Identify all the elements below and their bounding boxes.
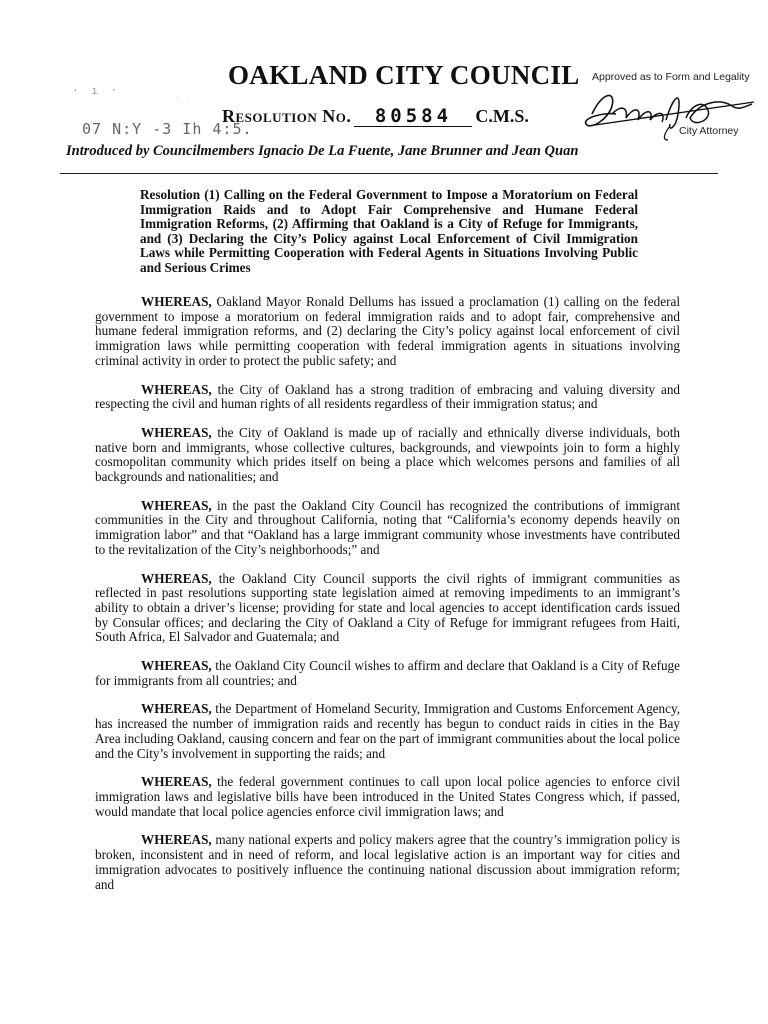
- whereas-paragraph: WHEREAS, the Oakland City Council wishes to affirm and declare that Oakland is a City of Refuge for immigrants from all countries; and: [95, 658, 680, 688]
- faint-stamp-marks: · ı ·: [72, 84, 121, 97]
- whereas-paragraph: WHEREAS, the Oakland City Council supports the civil rights of immigrant communities as reflected in past resolutions supporting state legislation aimed at removing impediments to an immigrant’s ability to obtain a driver’s license; providing for state and local agencies to accept identification cards issued by Consular offices; and declaring the City of Oakland a City of Refuge for immigrant refugees from Haiti, South Africa, El Salvador and Guatemala; and: [95, 570, 680, 645]
- received-date-stamp: 07 N:Y -3 Ih 4:5.: [82, 120, 253, 138]
- resolution-body: [95, 295, 680, 906]
- council-title: OAKLAND CITY COUNCIL: [228, 60, 580, 90]
- approval-label: Approved as to Form and Legality: [592, 71, 750, 83]
- city-attorney-label: City Attorney: [679, 125, 739, 137]
- whereas-paragraph: WHEREAS, the federal government continues to call upon local police agencies to enforce civil immigration laws and legislative bills have been introduced in the United States Congress which, if passed, would mandate that local police agencies enforce civil immigration laws; and: [95, 774, 681, 819]
- introduced-by-line: Introduced by Councilmembers Ignacio De La Fuente, Jane Brunner and Jean Quan: [66, 143, 579, 159]
- resolution-number-line: [222, 106, 529, 127]
- resolution-prefix: Resolution No.: [222, 106, 352, 126]
- whereas-paragraph: WHEREAS, the Department of Homeland Security, Immigration and Customs Enforcement Agency, has increased the number of immigration raids and recently has begun to conduct raids in cities in the Bay Area including Oakland, causing concern and fear on the part of immigrant communities about the local police and the City’s involvement in supporting the raids; and: [95, 701, 681, 761]
- resolution-number: 80584: [354, 106, 472, 127]
- resolution-suffix: C.M.S.: [475, 106, 529, 126]
- resolution-subject: Resolution (1) Calling on the Federal Government to Impose a Moratorium on Federal Immigration Raids and to Adopt Fair Comprehensive and Humane Federal Immigration Reforms, (2) Affirming that Oakland is a City of Refuge for Immigrants, and (3) Declaring the City’s Policy against Local Enforcement of Civil Immigration Laws while Permitting Cooperation with Federal Agents in Situations Involving Public and Serious Crimes: [140, 187, 638, 275]
- whereas-paragraph: WHEREAS, many national experts and policy makers agree that the country’s immigration policy is broken, inconsistent and in need of reform, and local legislative action is an important way for cities and immigration advocates to positively influence the continuing national discussion about immigration reform; and: [95, 832, 680, 892]
- whereas-paragraph: WHEREAS, Oakland Mayor Ronald Dellums has issued a proclamation (1) calling on the federal government to impose a moratorium on federal immigration raids and to adopt fair, comprehensive and humane federal immigration reforms, and (2) declaring the City’s policy against local enforcement of civil immigration laws while permitting cooperation with federal immigration agents in situations involving criminal activity in order to protect the public safety; and: [95, 294, 680, 368]
- whereas-paragraph: WHEREAS, the City of Oakland is made up of racially and ethnically diverse individuals, both native born and immigrants, whose collective cultures, backgrounds, and viewpoints join to form a highly cosmopolitan community which prides itself on being a place which welcomes persons and families of all backgrounds and nationalities; and: [95, 424, 680, 485]
- whereas-paragraph: WHEREAS, the City of Oakland has a strong tradition of embracing and valuing diversity and respecting the civil and human rights of all residents regardless of their immigration status; and: [95, 381, 681, 412]
- faint-dots: ˙ ˙: [175, 97, 190, 106]
- header-divider: [60, 173, 718, 174]
- whereas-paragraph: WHEREAS, in the past the Oakland City Council has recognized the contributions of immigrant communities in the City and throughout California, noting that “California’s economy depends heavily on immigration labor” and that “Oakland has a large immigrant community whose investments have contributed to the revitalization of the City’s neighborhoods;” and: [95, 497, 680, 557]
